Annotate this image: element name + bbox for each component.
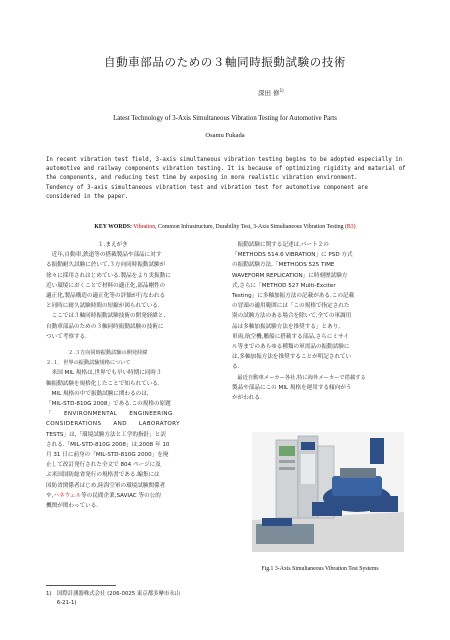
footnote-line: 6-21-1) [46, 600, 77, 606]
cabinet-panel [279, 460, 295, 463]
keywords-code: (B3) [344, 224, 356, 230]
paragraph-line: 軸振動試験を規格化したことで知られている. [46, 380, 160, 387]
paragraph-line: は,多軸加振方法を推奨することが明記されてい [232, 354, 352, 361]
text-run: 等の民間企業,SAVIAC 等の公的 [81, 492, 161, 499]
footnote [46, 590, 222, 608]
paragraph-line: ル等までのあらゆる種類の軍需品の振動試験に [232, 344, 350, 351]
paragraph-line: 「MIL-STD-810G 2008」である.この規格の原題 [46, 401, 171, 408]
paragraph-line: Testing」に多軸加振方法の記載がある.この記載 [232, 293, 355, 300]
paragraph-line: 「 ENVIRONMENTAL ENGINEERING [46, 411, 173, 418]
paragraph-line-honeywell [46, 491, 221, 501]
japanese-title: 自動車部品のための３軸同時振動試験の技術 [104, 55, 346, 69]
paragraph-line: 機関が関わっている. [46, 503, 99, 510]
left-column [46, 240, 221, 511]
paragraph-line: される.「MIL-STD-810G 2008」は,2008 年 10 [46, 441, 170, 448]
paragraph-line: 品は多軸加振試験方法を推奨する」とあり, [232, 323, 341, 330]
keyword-highlight: Vibration [133, 224, 156, 230]
paragraph-line: CONSIDERATIONS AND LABORATORY [46, 421, 180, 428]
paragraph-line: 国防省関係者はじめ,陸海空軍の環境試験関係者 [46, 482, 166, 489]
paragraph-line: ついて考察する. [46, 333, 87, 340]
paragraph-line: の振動試験方法,「METHODS 525 TIME [232, 262, 335, 269]
section-heading-introduction: １.まえがき [98, 242, 128, 248]
shaker-unit [312, 502, 342, 516]
paragraph-line: TESTS」は,「環境試験方法と工学的指針」と訳 [46, 431, 166, 438]
paragraph-line: かがわれる. [232, 395, 262, 402]
section-heading-development: ２.３方向同時振動試験の開発経緯 [68, 350, 148, 357]
japanese-author [258, 88, 284, 97]
cabinet-panel [301, 442, 315, 450]
paragraph-line: 式,さらに「METHOD 527 Multi-Exciter [232, 282, 336, 289]
subsection-heading-standards: ２.１．世界の振動試験規格について [46, 360, 131, 367]
figure-vibration-test-systems [252, 432, 404, 552]
paragraph-line: 自動車部品のための３軸同時振動試験の技術に [46, 323, 164, 330]
vibration-table [332, 476, 382, 496]
japanese-author-name: 深田 修 [258, 89, 280, 98]
paragraph-line: 月 31 日に前身の「MIL-STD-810G 2000」を廃 [46, 452, 169, 459]
author-affiliation-mark: 1) [279, 88, 284, 93]
paragraph-line: 最近自動車メーカー各社,特に海外メーカーで搭載する [232, 374, 366, 381]
abstract [46, 156, 406, 202]
abstract-line: In recent vibration test field, 3-axis simultaneous vibration testing begins to be adopted especially in [46, 157, 403, 163]
paragraph-line: MIL 規格の中で振動試験に関わるのは, [46, 390, 149, 397]
paragraph-line: 別の試験方法のある場合を除いて,全ての軍調用 [232, 313, 352, 320]
paragraph-line: ここでは３軸同時振動試験技術の開発経緯と, [46, 313, 166, 320]
paragraph-line: 製品や部品にこの MIL 規格を運用する傾向がう [232, 384, 352, 391]
figure-caption: Fig.1 3-Axis Simultaneous Vibration Test Systems [261, 566, 379, 572]
paragraph-line: 近年,自動車,鉄道等の搭載製品や部品に対す [46, 252, 162, 259]
english-author: Osamu Fukada [205, 132, 245, 139]
paragraph-line: 「METHODS 514.6 VIBRATION」に PSD 方式 [232, 252, 353, 259]
english-title: Latest Technology of 3-Axis Simultaneous Vibration Testing for Automotive Parts [113, 115, 337, 122]
keywords-label: KEY WORDS: [94, 224, 132, 230]
test-fixture [340, 468, 376, 478]
abstract-line: the components, and reducing test time by exposing in more realistic vibration environment. [46, 175, 358, 182]
abstract-line: considered in the paper. [46, 193, 129, 200]
cabinet-panel [301, 454, 315, 484]
paragraph-line: 車両,航空機,艦船に搭載する部品,さらにミサイ [232, 333, 349, 340]
paragraph-line: 止して改訂発行された全文で 804 ページに及 [46, 462, 161, 469]
paragraph-line: 米国 MIL 規格は,世界でも早い時期に同時３ [46, 370, 162, 377]
keywords-rest: , Common Infrastructure, Durability Test, 3-Axis Simultaneous Vibration Testing [155, 224, 345, 230]
cabinet-panel [279, 446, 295, 456]
highlighted-company-name: ハネウェル [53, 492, 82, 499]
paragraph-line: 振動試験に関する記述は,パート２の [232, 242, 329, 248]
paragraph-line: と同時に耐久試験時間の短縮が図られている. [46, 303, 160, 310]
figure-photo [252, 432, 404, 552]
paragraph-line: ぶ米国国防総省発行の規格書である.編集には [46, 472, 160, 479]
footnote-line: 1) 国際計測器株式会社 (206-0025 東京都多摩市永山 [46, 591, 181, 597]
shaker-base-left [256, 524, 314, 544]
paragraph-line: る振動耐久試験に於いて,３方向同時振動試験が [46, 262, 166, 269]
shaker-unit [262, 518, 292, 526]
abstract-line: automotive and railway components vibration testing. It is because of optimizing rigidity and material of [46, 166, 406, 173]
shaker-unit [370, 496, 398, 512]
paragraph-line: 近い環境におくことで材料の適正化,部品剛性の [46, 282, 166, 289]
footnote-rule [46, 585, 116, 586]
paragraph-line: 適正化,製品構造の適正化等の評価が行なわれる [46, 293, 166, 300]
paragraph-line: WAVEFORM REPLICATION」に時刻歴試験方 [232, 272, 348, 279]
cabinet-panel [279, 467, 295, 470]
paragraph-line: 徐々に採用されはじめている.製品をより実振動に [46, 272, 171, 279]
right-column [232, 240, 408, 403]
paragraph-line: る. [232, 364, 240, 371]
cabinet-top-right [370, 438, 384, 464]
keywords-line [0, 224, 450, 230]
abstract-line: Tendency of 3-axis simultaneous vibration test and vibration test for automotive component are [46, 184, 368, 191]
paragraph-line: の冒頭の適用範囲には「この規格で指定された [232, 303, 350, 310]
text-run: や, [46, 492, 54, 499]
